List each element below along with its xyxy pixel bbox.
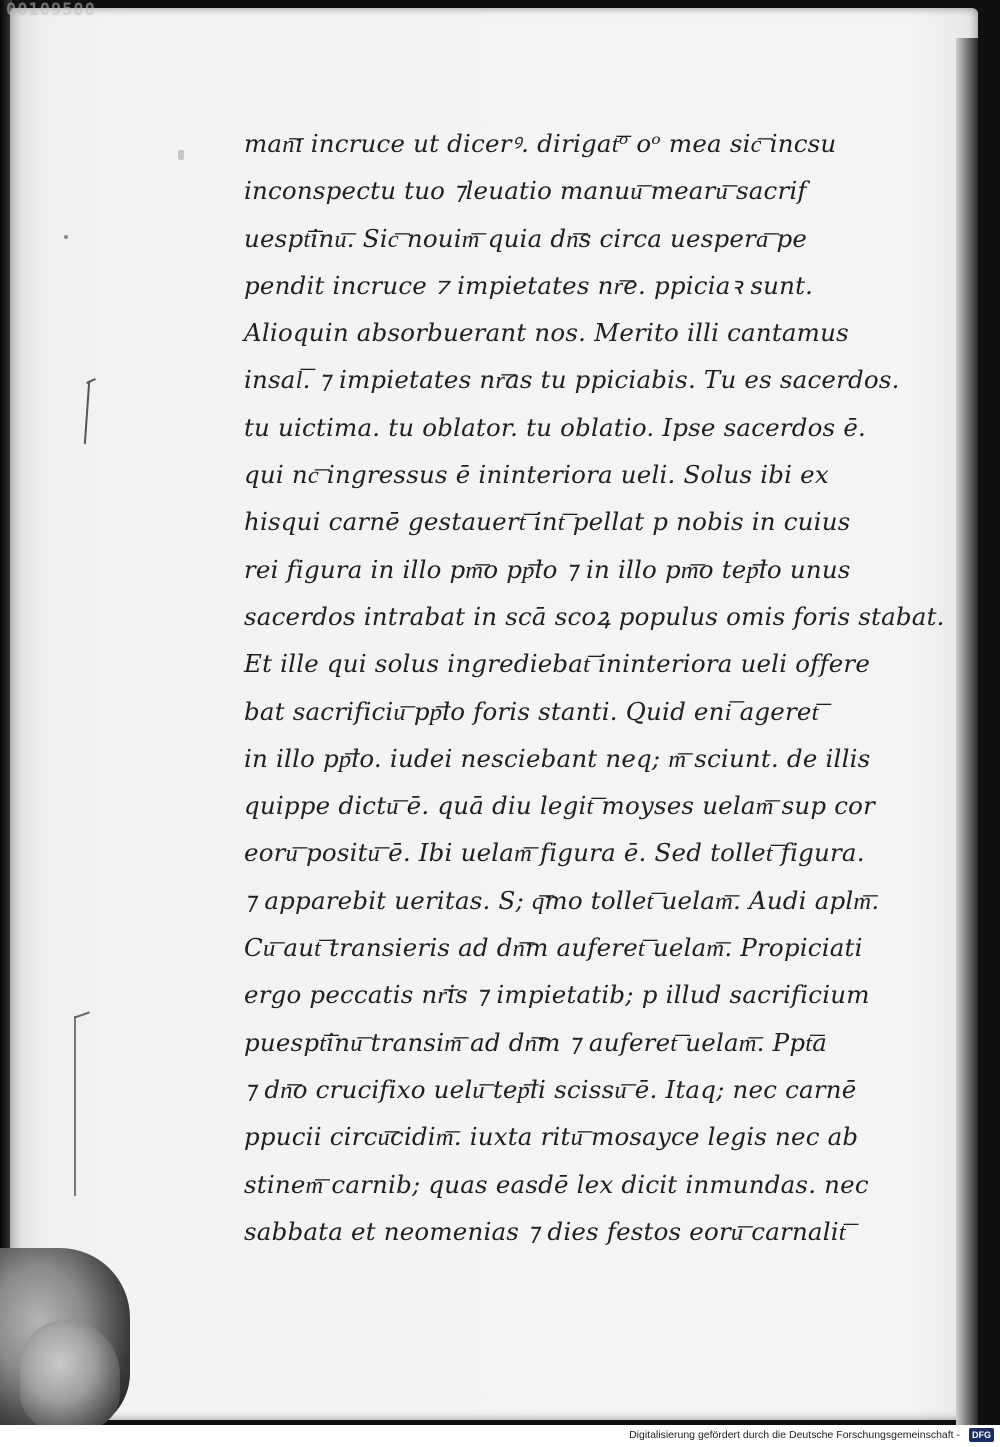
manuscript-line: qui nc͞ ingressus ē ininteriora ueli. Solus ibi ex <box>244 460 829 490</box>
manuscript-line: rei figura in illo pm͞o pp͞lo ⁊ in illo pm͞o tep͞lo unus <box>244 554 851 584</box>
manuscript-line: tu uictima. tu oblator. tu oblatio. Ipse sacerdos ē. <box>244 412 867 442</box>
manuscript-line: Alioquin absorbuerant nos. Merito illi cantamus <box>244 318 849 348</box>
manuscript-line: hisqui carnē gestauert͞ int͞ pellat p nobis in cuius <box>244 507 851 537</box>
manuscript-line: eoru͞ positu͞ ē. Ibi uelam͞ figura ē. Sed tollet͞ figura. <box>244 838 865 868</box>
manuscript-line: sabbata et neomenias ⁊ dies festos eoru͞ carnalit͞ <box>244 1216 846 1246</box>
dfg-logo: DFG <box>969 1428 994 1442</box>
manuscript-line: pendit incruce ⁊ impietates nr͞e. ppiciaꝛ sunt. <box>244 270 814 300</box>
manuscript-line: uespt͞inu͞. Sic͞ nouim͞ quia dn͞s circa uespera͞ pe <box>244 223 808 253</box>
margin-dot <box>178 150 184 160</box>
footer-bar <box>0 1425 1000 1447</box>
manuscript-line: ⁊ dn͞o crucifixo uelu͞ tep͞li scissu͞ ē. Itaq; nec carnē <box>244 1074 857 1104</box>
manuscript-line: quippe dictu͞ ē. quā diu legit͞ moyses uelam͞ sup cor <box>244 791 876 821</box>
manuscript-line: man͞ı incruce ut dicerꝰ. dirigat͞ᵒ oᵒ mea sic͞ incsu <box>244 129 837 158</box>
manuscript-line: ergo peccatis nr͞is ⁊ impietatib; p illud sacrificium <box>244 980 870 1010</box>
manuscript-line: ⁊ apparebit ueritas. S; q͞mo tollet͞ uelam͞. Audi aplm͞. <box>244 885 880 915</box>
manuscript-line: Et ille qui solus ingrediebat͞ ininteriora ueli offere <box>244 649 871 679</box>
manuscript-line: in illo pp͞lo. iudei nesciebant neq; m͞ sciunt. de illis <box>244 743 871 773</box>
manuscript-text-block <box>244 120 964 1255</box>
manuscript-line: puespt͞inu͞ transim͞ ad dn͞m ⁊ auferet͞ uelam͞. Ppt͞a <box>244 1027 828 1057</box>
margin-dot <box>64 235 68 239</box>
holding-finger <box>20 1320 120 1430</box>
manuscript-line: bat sacrificiu͞ pp͞lo foris stanti. Quid eni͞ ageret͞ <box>244 696 819 726</box>
manuscript-line: ppucii circu͞cidim͞. iuxta ritu͞ mosayce legis nec ab <box>244 1122 859 1152</box>
margin-mark <box>74 1016 76 1196</box>
footer-credit: Digitalisierung gefördert durch die Deutsche Forschungsgemeinschaft - <box>629 1429 960 1441</box>
manuscript-line: inconspectu tuo ⁊leuatio manuu͞ mearu͞ sacrif <box>244 176 807 206</box>
manuscript-line: sacerdos intrabat in scā scoꝝ populus omis foris stabat. <box>244 601 945 631</box>
scan-stamp: 00109500 <box>6 0 96 20</box>
manuscript-line: stinem͞ carnib; quas easdē lex dicit inmundas. nec <box>244 1169 869 1199</box>
manuscript-line: Cu͞ aut͞ transieris ad dn͞m auferet͞ uelam͞. Propiciati <box>244 933 863 963</box>
manuscript-line: insal͞. ⁊ impietates nr͞as tu ppiciabis. Tu es sacerdos. <box>244 365 900 395</box>
